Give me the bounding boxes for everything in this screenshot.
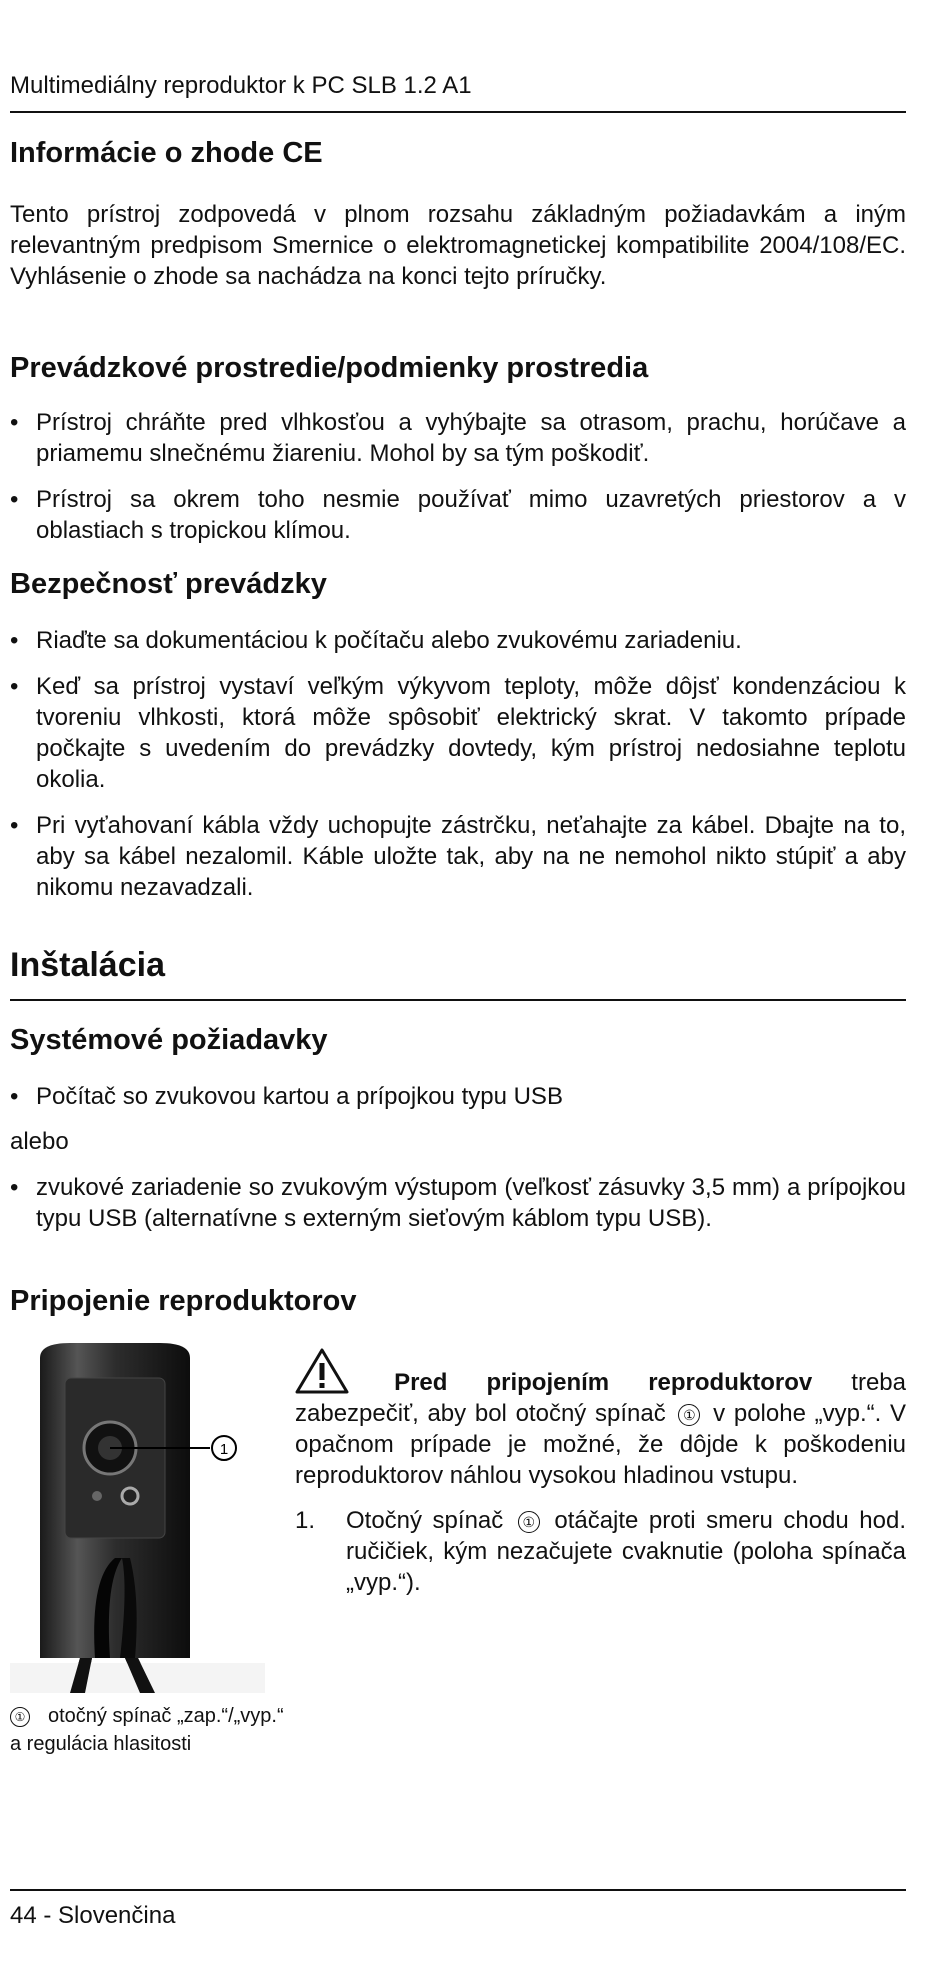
bullet-icon: • <box>10 627 19 654</box>
list-item: • Počítač so zvukovou kartou a prípojkou typu USB <box>10 1083 563 1110</box>
environment-heading: Prevádzkové prostredie/podmienky prostredia <box>10 352 649 384</box>
callout-marker-icon: ① <box>518 1511 540 1533</box>
list-item: • zvukové zariadenie so zvukovým výstupom (veľkosť zásuvky 3,5 mm) a prípojkou typu USB (alternatívne s externým sieťovým káblom typu USB). <box>10 1174 906 1232</box>
requirements-list-1 <box>10 1081 906 1127</box>
bullet-icon: • <box>10 1174 19 1201</box>
environment-list <box>10 407 906 561</box>
bullet-icon: • <box>10 1083 19 1110</box>
page-footer: 44 - Slovenčina <box>10 1902 176 1929</box>
callout-marker-icon: ① <box>678 1404 700 1426</box>
photo-caption: ① otočný spínač „zap.“/„vyp.“ a regulácia hlasitosti <box>10 1705 284 1755</box>
list-item: • Prístroj sa okrem toho nesmie používať mimo uzavretých priestorov a v oblastiach s tropickou klímou. <box>10 486 906 544</box>
alternative-word: alebo <box>10 1128 69 1155</box>
svg-text:1: 1 <box>219 1441 229 1458</box>
numbered-step: 1. Otočný spínač ① otáčajte proti smeru chodu hod. ručičiek, kým nezačujete cvaknutie (poloha spínača „vyp.“). <box>295 1507 906 1596</box>
safety-heading: Bezpečnosť prevádzky <box>10 568 327 600</box>
warning-paragraph: Pred pripojením reproduktorov treba zabezpečiť, aby bol otočný spínač ① v polohe „vyp.“. V opačnom prípade je možné, že dôjde k poškodeniu reproduktorov náhlou vysokou hladinou vstupu. <box>295 1348 906 1491</box>
bullet-icon: • <box>10 409 19 436</box>
footer-rule <box>10 1889 906 1891</box>
speaker-photo <box>10 1338 265 1693</box>
bullet-icon: • <box>10 812 19 839</box>
list-item: • Keď sa prístroj vystaví veľkým výkyvom teploty, môže dôjsť kondenzáciou k tvoreniu vlhkosti, ktorá môže spôsobiť elektrický skrat. V takomto prípade počkajte s uvedením do prevádzky dovtedy, kým prístroj nedosiahne teplotu okolia. <box>10 673 906 793</box>
list-item: • Prístroj chráňte pred vlhkosťou a vyhýbajte sa otrasom, prachu, horúčave a priamemu slnečnému žiareniu. Mohol by sa tým poškodiť. <box>10 409 906 467</box>
callout-marker-icon: ① <box>10 1707 30 1727</box>
safety-list <box>10 625 906 918</box>
install-rule <box>10 999 906 1001</box>
connect-heading: Pripojenie reproduktorov <box>10 1285 357 1317</box>
bullet-icon: • <box>10 673 19 700</box>
list-item: • Riaďte sa dokumentáciou k počítaču alebo zvukovému zariadeniu. <box>10 627 742 654</box>
connect-instructions <box>295 1348 906 1598</box>
ce-heading: Informácie o zhode CE <box>10 137 323 169</box>
requirements-list-2 <box>10 1172 906 1249</box>
warning-triangle-icon <box>295 1348 349 1394</box>
header-rule <box>10 111 906 113</box>
running-header: Multimediálny reproduktor k PC SLB 1.2 A1 <box>10 72 472 99</box>
install-heading: Inštalácia <box>10 946 165 984</box>
requirements-heading: Systémové požiadavky <box>10 1024 328 1056</box>
list-item: • Pri vyťahovaní kábla vždy uchopujte zástrčku, neťahajte za kábel. Dbajte na to, aby sa kábel nezalomil. Káble uložte tak, aby na ne nemohol nikto stúpiť a aby nikomu nezavadzali. <box>10 812 906 901</box>
bullet-icon: • <box>10 486 19 513</box>
ce-paragraph: Tento prístroj zodpovedá v plnom rozsahu základným požiadavkám a iným relevantným predpisom Smernice o elektromagnetickej kompatibilite 2004/108/EC. Vyhlásenie o zhode sa nachádza na konci tejto príručky. <box>10 201 906 290</box>
